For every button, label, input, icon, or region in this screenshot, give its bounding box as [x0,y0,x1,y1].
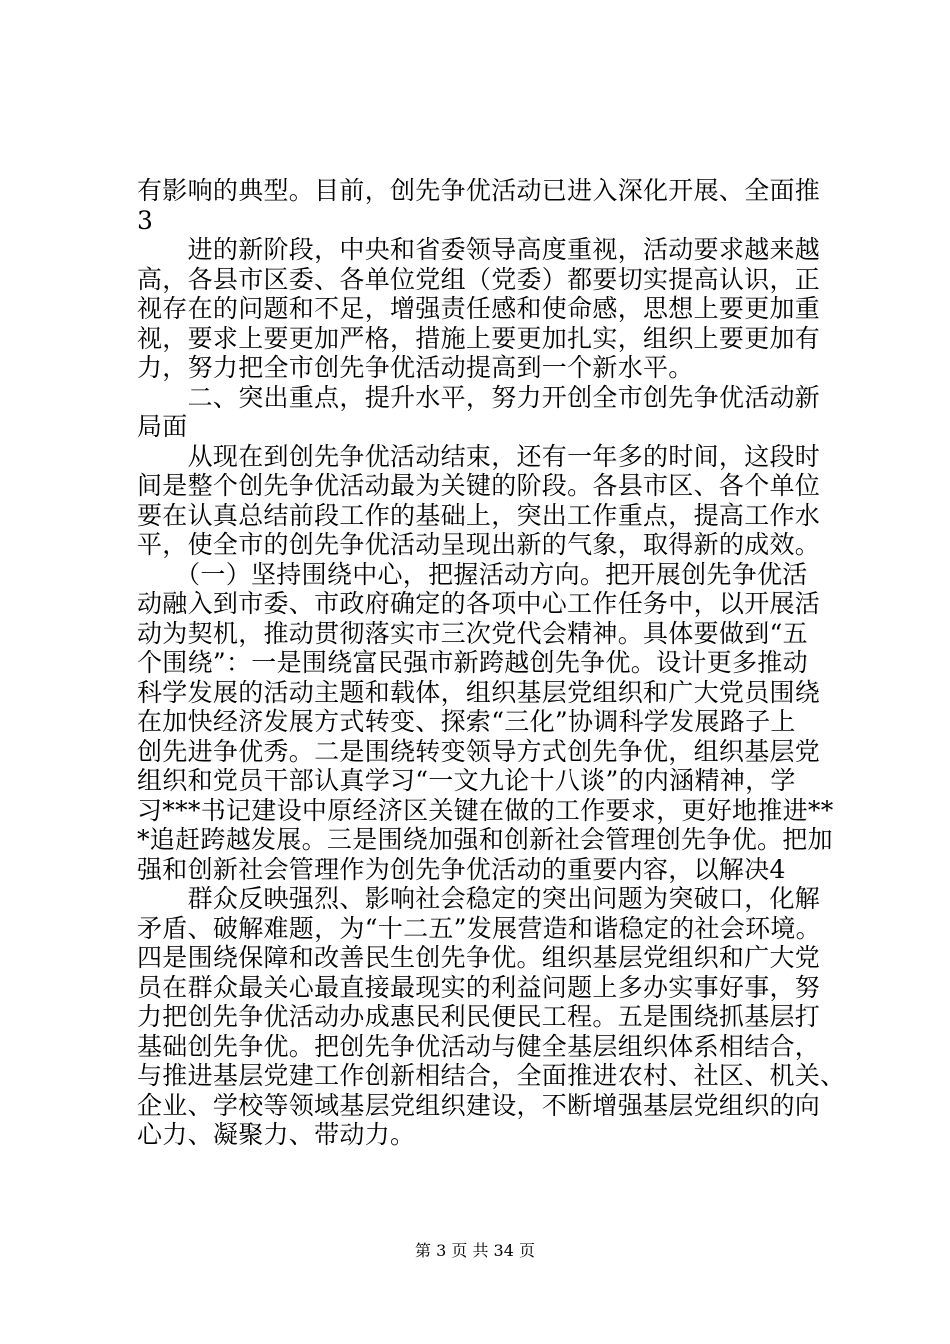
section-heading-line: 局面 [137,412,188,441]
text-line: 组织和党员干部认真学习“一文九论十八谈”的内涵精神，学 [137,766,796,795]
text-line: 力把创先争优活动办成惠民利民便民工程。五是围绕抓基层打 [137,1002,821,1031]
text-line: 个围绕”：一是围绕富民强市新跨越创先争优。设计更多推动 [137,648,808,677]
text-line: 平，使全市的创先争优活动呈现出新的气象，取得新的成效。 [137,530,821,559]
text-line: 从现在到创先争优活动结束，还有一年多的时间，这段时 [137,441,821,471]
text-line: 动为契机，推动贯彻落实市三次党代会精神。具体要做到“五 [137,618,808,648]
document-body [137,176,846,1150]
text-line: 高，各县市区委、各单位党组（党委）都要切实提高认识，正 [137,264,821,294]
text-line: 力，努力把全市创先争优活动提高到一个新水平。 [137,353,694,382]
text-line: 矛盾、破解难题，为“十二五”发展营造和谐稳定的社会环境。 [137,913,821,943]
text-line: 创先进争优秀。二是围绕转变领导方式创先争优，组织基层党 [137,736,821,766]
text-line: 要在认真总结前段工作的基础上，突出工作重点，提高工作水 [137,500,821,530]
text-line: *追赶跨越发展。三是围绕加强和创新社会管理创先争优。把加 [137,825,833,854]
text-line: 习***书记建设中原经济区关键在做的工作要求，更好地推进** [137,795,834,825]
text-line: 员在群众最关心最直接最现实的利益问题上多办实事好事，努 [137,972,821,1002]
text-line: （一）坚持围绕中心，把握活动方向。把开展创先争优活 [137,559,808,589]
text-line: 与推进基层党建工作创新相结合，全面推进农村、社区、机关、 [137,1061,846,1090]
text-line: 进的新阶段，中央和省委领导高度重视，活动要求越来越 [137,235,821,264]
text-line: 科学发展的活动主题和载体，组织基层党组织和广大党员围绕 [137,677,821,707]
section-heading-line: 二、突出重点，提升水平，努力开创全市创先争优活动新 [137,382,821,412]
text-line: 在加快经济发展方式转变、探索“三化”协调科学发展路子上 [137,707,796,736]
text-line: 四是围绕保障和改善民生创先争优。组织基层党组织和广大党 [137,943,821,972]
text-line: 视存在的问题和不足，增强责任感和使命感，思想上要更加重 [137,294,821,323]
text-line: 心力、凝聚力、带动力。 [137,1120,416,1149]
text-line: 企业、学校等领域基层党组织建设，不断增强基层党组织的向 [137,1090,821,1120]
text-line: 有影响的典型。目前，创先争优活动已进入深化开展、全面推 [137,176,821,205]
text-line: 基础创先争优。把创先争优活动与健全基层组织体系相结合， [137,1031,821,1061]
text-line: 动融入到市委、市政府确定的各项中心工作任务中，以开展活 [137,589,821,618]
page-number-label: 第 3 页 共 34 页 [415,1241,535,1260]
text-line: 3 [137,205,154,235]
page-footer [0,1241,950,1261]
text-line: 强和创新社会管理作为创先争优活动的重要内容，以解决4 [137,854,786,884]
text-line: 视，要求上要更加严格，措施上要更加扎实，组织上要更加有 [137,323,821,353]
text-line: 群众反映强烈、影响社会稳定的突出问题为突破口，化解 [137,884,821,913]
text-line: 间是整个创先争优活动最为关键的阶段。各县市区、各个单位 [137,471,821,500]
